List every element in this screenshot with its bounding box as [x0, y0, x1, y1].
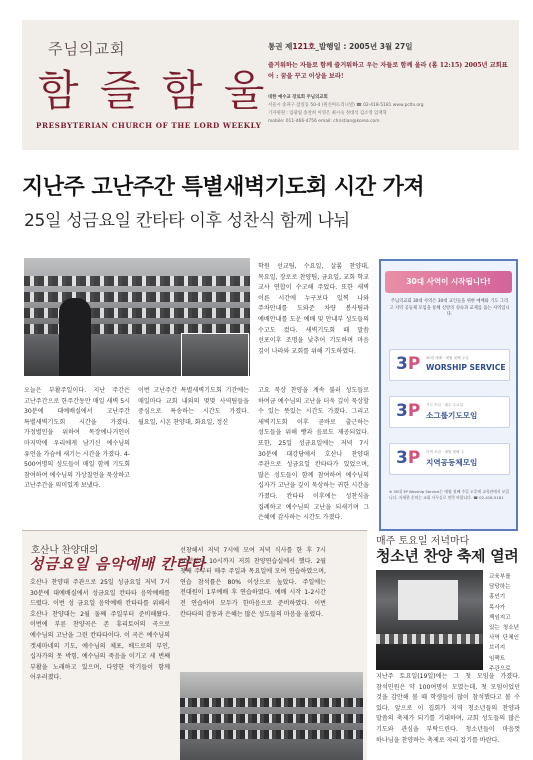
weekly-subtitle: PRESBYTERIAN CHURCH OF THE LORD WEEKLY — [36, 121, 262, 130]
article-column-1: 오늘은 부활주일이다. 지난 주간은 고난주간으로 한주간동안 매일 새벽 5시 30분에 대예배실에서 고난주간 특별새벽기도회 시간을 가졌다. 가정별인을 위하여 목장예나거인이 마지막에 우리에게 남기신 예수님의 유언을 가슴에 새기는 시간을 가졌다. 4-500여명의 성도들이 매일 함께 기도회 참여하여 예수님의 가상칠언을 묵상하고 고난주간을 의미있게 보냈다. — [24, 387, 130, 490]
ad-card-hint: 지역 모임 · 매월 셋째 주 — [426, 450, 465, 454]
photo-row — [24, 308, 250, 318]
photo-row — [180, 714, 363, 723]
article-column-2: 이번 고난주간 특별새벽기도회 기간에는 매일마다 교회 내외의 몇몇 사역팀들을 중심으로 특송하는 시간도 가졌다. 월요일, 시온 찬양대, 화요일, 정신 — [138, 387, 249, 426]
choir-article-title: 성금요일 음악예배 칸타타 — [29, 555, 206, 573]
ad-banner: 30대 사역이 시작됩니다! — [385, 271, 512, 293]
ad-card-community — [389, 443, 510, 475]
ministry-ad — [379, 259, 518, 531]
main-subheadline: 25일 성금요일 칸타타 이후 성찬식 함께 나눠 — [24, 211, 350, 231]
conductor-figure — [59, 298, 91, 376]
ad-card-worship — [389, 349, 510, 381]
3p-logo: 3P — [396, 354, 421, 374]
festival-column-1: 교육부를 담당하는 홍인기 목사가 책임지고 있는 청소년 사역 단체인 브리지 임팩트 주관으로 — [489, 574, 519, 672]
festival-column-2: 지난주 토요일(19일)에는 그 첫 모임을 가졌다. 참석인원은 약 100여명이 모였는데, 첫 모임이었던 것을 감안해 볼 때 학생들이 많이 참석했다고 볼 수 있다. 앞으로 이 집회가 지역 청소년들의 찬양과 말씀의 축제가 되기를 기대하며, 교회 성도들의 많은 기도와 관심을 부탁드린다. 청소년들이 마음껏 하나님을 찬양하는 축제로 자리 잡기를 바란다. — [376, 673, 520, 744]
ad-card-label: WORSHIP SERVICE — [426, 363, 506, 372]
main-headline: 지난주 고난주간 특별새벽기도회 시간 가져 — [22, 175, 425, 200]
photo-row — [24, 276, 250, 286]
stage-band — [376, 634, 483, 644]
photo-row — [180, 698, 363, 707]
weekly-title: 함 즐 함 울 — [38, 66, 269, 115]
3p-logo: 3P — [396, 448, 421, 468]
article-column-4: 고요 묵상 찬양을 계속 불러 성도들로 하여금 예수님의 고난을 더욱 깊이 묵상할 수 있는 뜻있는 시간도 가졌다. 그리고 새벽기도회 이후 곧바로 출근하는 성도들을 위해 빵과 음료도 제공되었다. 또한, 25일 성금요일에는 저녁 7시 30분에 대강당에서 호산나 찬양대 주관으로 성금요일 칸타타가 있었으며, 많은 성도들이 함께 참여하여 예수님의 십자가 고난을 깊이 묵상하는 귀한 시간을 가졌다. 칸타타 이후에는 성찬식을 집례하고 예수님의 고난을 되새기며 그 은혜에 감사하는 시간도 가졌다. — [258, 387, 369, 522]
ad-card-label: 지역공동체모임 — [426, 458, 478, 467]
issue-prefix: 통권 제 — [268, 42, 293, 51]
ad-footer: ※ 30대 3P Worship Service는 매월 첫째 주일 오후에 교육관에서 모입니다. 자세한 문의는 교회 사무실로 연락 바랍니다. ☎ 02-418-5181 — [389, 489, 510, 500]
pianist-photo — [181, 333, 249, 377]
youth-worship-photo — [376, 570, 483, 670]
ad-card-label: 소그룹기도모임 — [426, 411, 478, 420]
contact-block — [268, 94, 513, 126]
ad-card-prayer — [389, 396, 510, 428]
3p-logo: 3P — [396, 401, 421, 421]
church-name: 주님의교회 — [48, 40, 126, 58]
church-full-name: 대한 예수교 장로회 주님의교회 — [268, 95, 328, 100]
stage-screen — [398, 580, 458, 620]
cantata-photo — [180, 672, 363, 760]
ad-intro: 주님의교회 30대 사역은 30대 교인들을 위한 예배와 기도 그리고 지역 공동체 모임을 통해 신앙의 성숙과 교제를 돕는 사역입니다. — [389, 299, 510, 318]
festival-kicker: 매주 토요일 저녁마다 — [376, 536, 470, 547]
contact-mobile: mobile: 011-466-4756 email: christian@korea.com — [268, 119, 380, 124]
choir-article-column-1: 호산나 찬양대 주관으로 25일 성금요일 저녁 7시 30분에 대예배실에서 성금요일 칸타타 음악예배를 드렸다. 이번 성 금요일 음악예배 칸타타를 위해서 호산나 찬양대는 2월 둘째 주일부터 준비해왔다. 이번에 부른 찬양곡은 존 휴리토어의 곡으로 예수님의 고난을 그린 칸타타이다. 이 곡은 예수님의 겟세마네의 기도, 예수님의 체포, 베드로의 부인, 십자가의 못 박힘, 예수님의 죽음을 이기고 세 번째 부활을 노래하고 있으며, 다양한 악기들이 함께 어우러졌다. — [30, 579, 170, 682]
article-column-3: 학원 선교팀, 수요일, 살롬 찬양대, 목요일, 장로로 찬양팀, 금요일, 교회 학교 교사 연합이 수고해 주었다. 또한 새벽 이른 시간에 누구보다 일찍 나와 주차안내를 도와준 차량 봉사팀과 예배안내를 도운 예배 및 안내부 성도들의 수고도 컸다. 새벽기도회 때 말씀 선포이후 조명을 낮추어 기도하며 마음 깊이 나라와 교회를 위해 기도하였다. — [258, 263, 369, 355]
issue-date: _발행일 : 2005년 3월 27일 — [315, 42, 413, 51]
bible-verse: 즐거워하는 자들로 함께 즐거워하고 우는 자들로 함께 울라 (롬 12:15) 2005년 교회표어 : 꿈을 꾸고 이상을 보라! — [268, 62, 508, 80]
photo-row — [180, 730, 363, 739]
choir-article-column-2: 선창해서 저녁 7시에 모여 저녁 식사를 한 후 7시 30분부터 10시까지 저희 찬양연습실에서 했다. 2월 첫째 주부터 매주 주일과 목요일에 모여 연습하였으며, 연습 참석률은 80% 이상으로 높았다. 주일에는 전대원이 1부예배 후 연습하였다. 예배 시작 1-2시간 전 연습하며 모두가 한마음으로 준비하였다. 이번 칸타타의 감동과 은혜는 많은 성도들의 마음을 울렸다. — [180, 547, 326, 618]
ad-card-hint: 기도 모임 · 매주 수요일 — [426, 403, 463, 407]
photo-row — [24, 292, 250, 302]
church-address: 서울시 송파구 잠실동 50-4 (원신아뜨리니빌) ☎ 02-418-5181 www.pcltv.org — [268, 103, 424, 108]
masthead — [22, 20, 519, 150]
editor-list: 기자위원 : 임광림 송찬희 이영은 최시숙 정대석 김소영 임재혁 — [268, 111, 387, 116]
choir-article-kicker: 호산나 찬양대의 — [31, 545, 99, 556]
ad-card-hint: 30대 예배 · 매월 첫째 주일 — [426, 356, 469, 360]
festival-title: 청소년 찬양 축제 열려 — [376, 547, 519, 565]
issue-number: 121호 — [292, 42, 316, 51]
issue-line — [268, 41, 412, 52]
